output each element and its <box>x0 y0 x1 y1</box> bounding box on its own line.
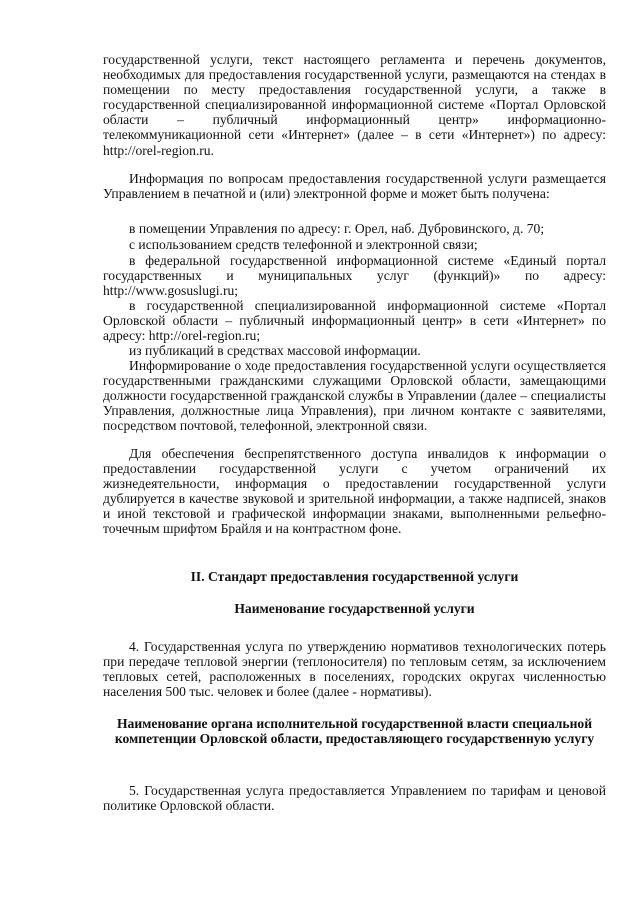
paragraph-informing: Информирование о ходе предоставления государственной услуги осуществляется государственными гражданскими служащими Орловской области, замещающими должности государственной гражданской службы в Управлении (далее – специалисты Управления, должностные лица Управления), при личном контакте с заявителями, посредством почтовой, телефонной, электронной связи. <box>103 358 606 434</box>
list-item-office: в помещении Управления по адресу: г. Орел, наб. Дубровинского, д. 70; <box>129 221 545 236</box>
list-item-phone: с использованием средств телефонной и электронной связи; <box>129 237 478 252</box>
paragraph-service-4: 4. Государственная услуга по утверждению нормативов технологических потерь при передаче тепловой энергии (теплоносителя) по тепловым сетям, за исключением тепловых сетей, расположенных в поселениях, городских округах численностью населения 500 тыс. человек и более (далее - нормативы). <box>103 639 606 700</box>
paragraph-accessibility: Для обеспечения беспрепятственного доступа инвалидов к информации о предоставлении государственной услуги с учетом ограничений их жизнедеятельности, информация о предоставлении государственной услуги дублируется в качестве звуковой и зрительной информации, а также надписей, знаков и иной текстовой и графической информации знаками, выполненными рельефно-точечным шрифтом Брайля и на контрастном фоне. <box>103 446 606 537</box>
list-item-media: из публикаций в средствах массовой информации. <box>129 343 421 358</box>
list-item-portal: в государственной специализированной информационной системе «Портал Орловской области – публичный информационный центр» в сети «Интернет» по адресу: http://orel-region.ru; <box>103 298 606 344</box>
section-heading: II. Стандарт предоставления государственной услуги <box>190 569 519 584</box>
paragraph-publication: государственной услуги, текст настоящего регламента и перечень документов, необходимых для предоставления государственной услуги, размещаются на стендах в помещении по месту предоставления государственной услуги, а также в государственной специализированной информационной системе «Портал Орловской области – публичный информационный центр» информационно-телекоммуникационной сети «Интернет» (далее – в сети «Интернет») по адресу: http://orel-region.ru. <box>103 52 606 158</box>
paragraph-service-5: 5. Государственная услуга предоставляется Управлением по тарифам и ценовой политике Орловской области. <box>103 783 606 814</box>
subheading-service-name: Наименование государственной услуги <box>234 601 475 616</box>
list-item-gosuslugi: в федеральной государственной информационной системе «Единый портал государственных и муниципальных услуг (функций)» по адресу: http://www.gosuslugi.ru; <box>103 253 606 299</box>
subheading-authority: Наименование органа исполнительной государственной власти специальной компетенции Орловской области, предоставляющего государственную услугу <box>114 716 595 747</box>
paragraph-information: Информация по вопросам предоставления государственной услуги размещается Управлением в печатной и (или) электронной форме и может быть получена: <box>103 171 606 202</box>
